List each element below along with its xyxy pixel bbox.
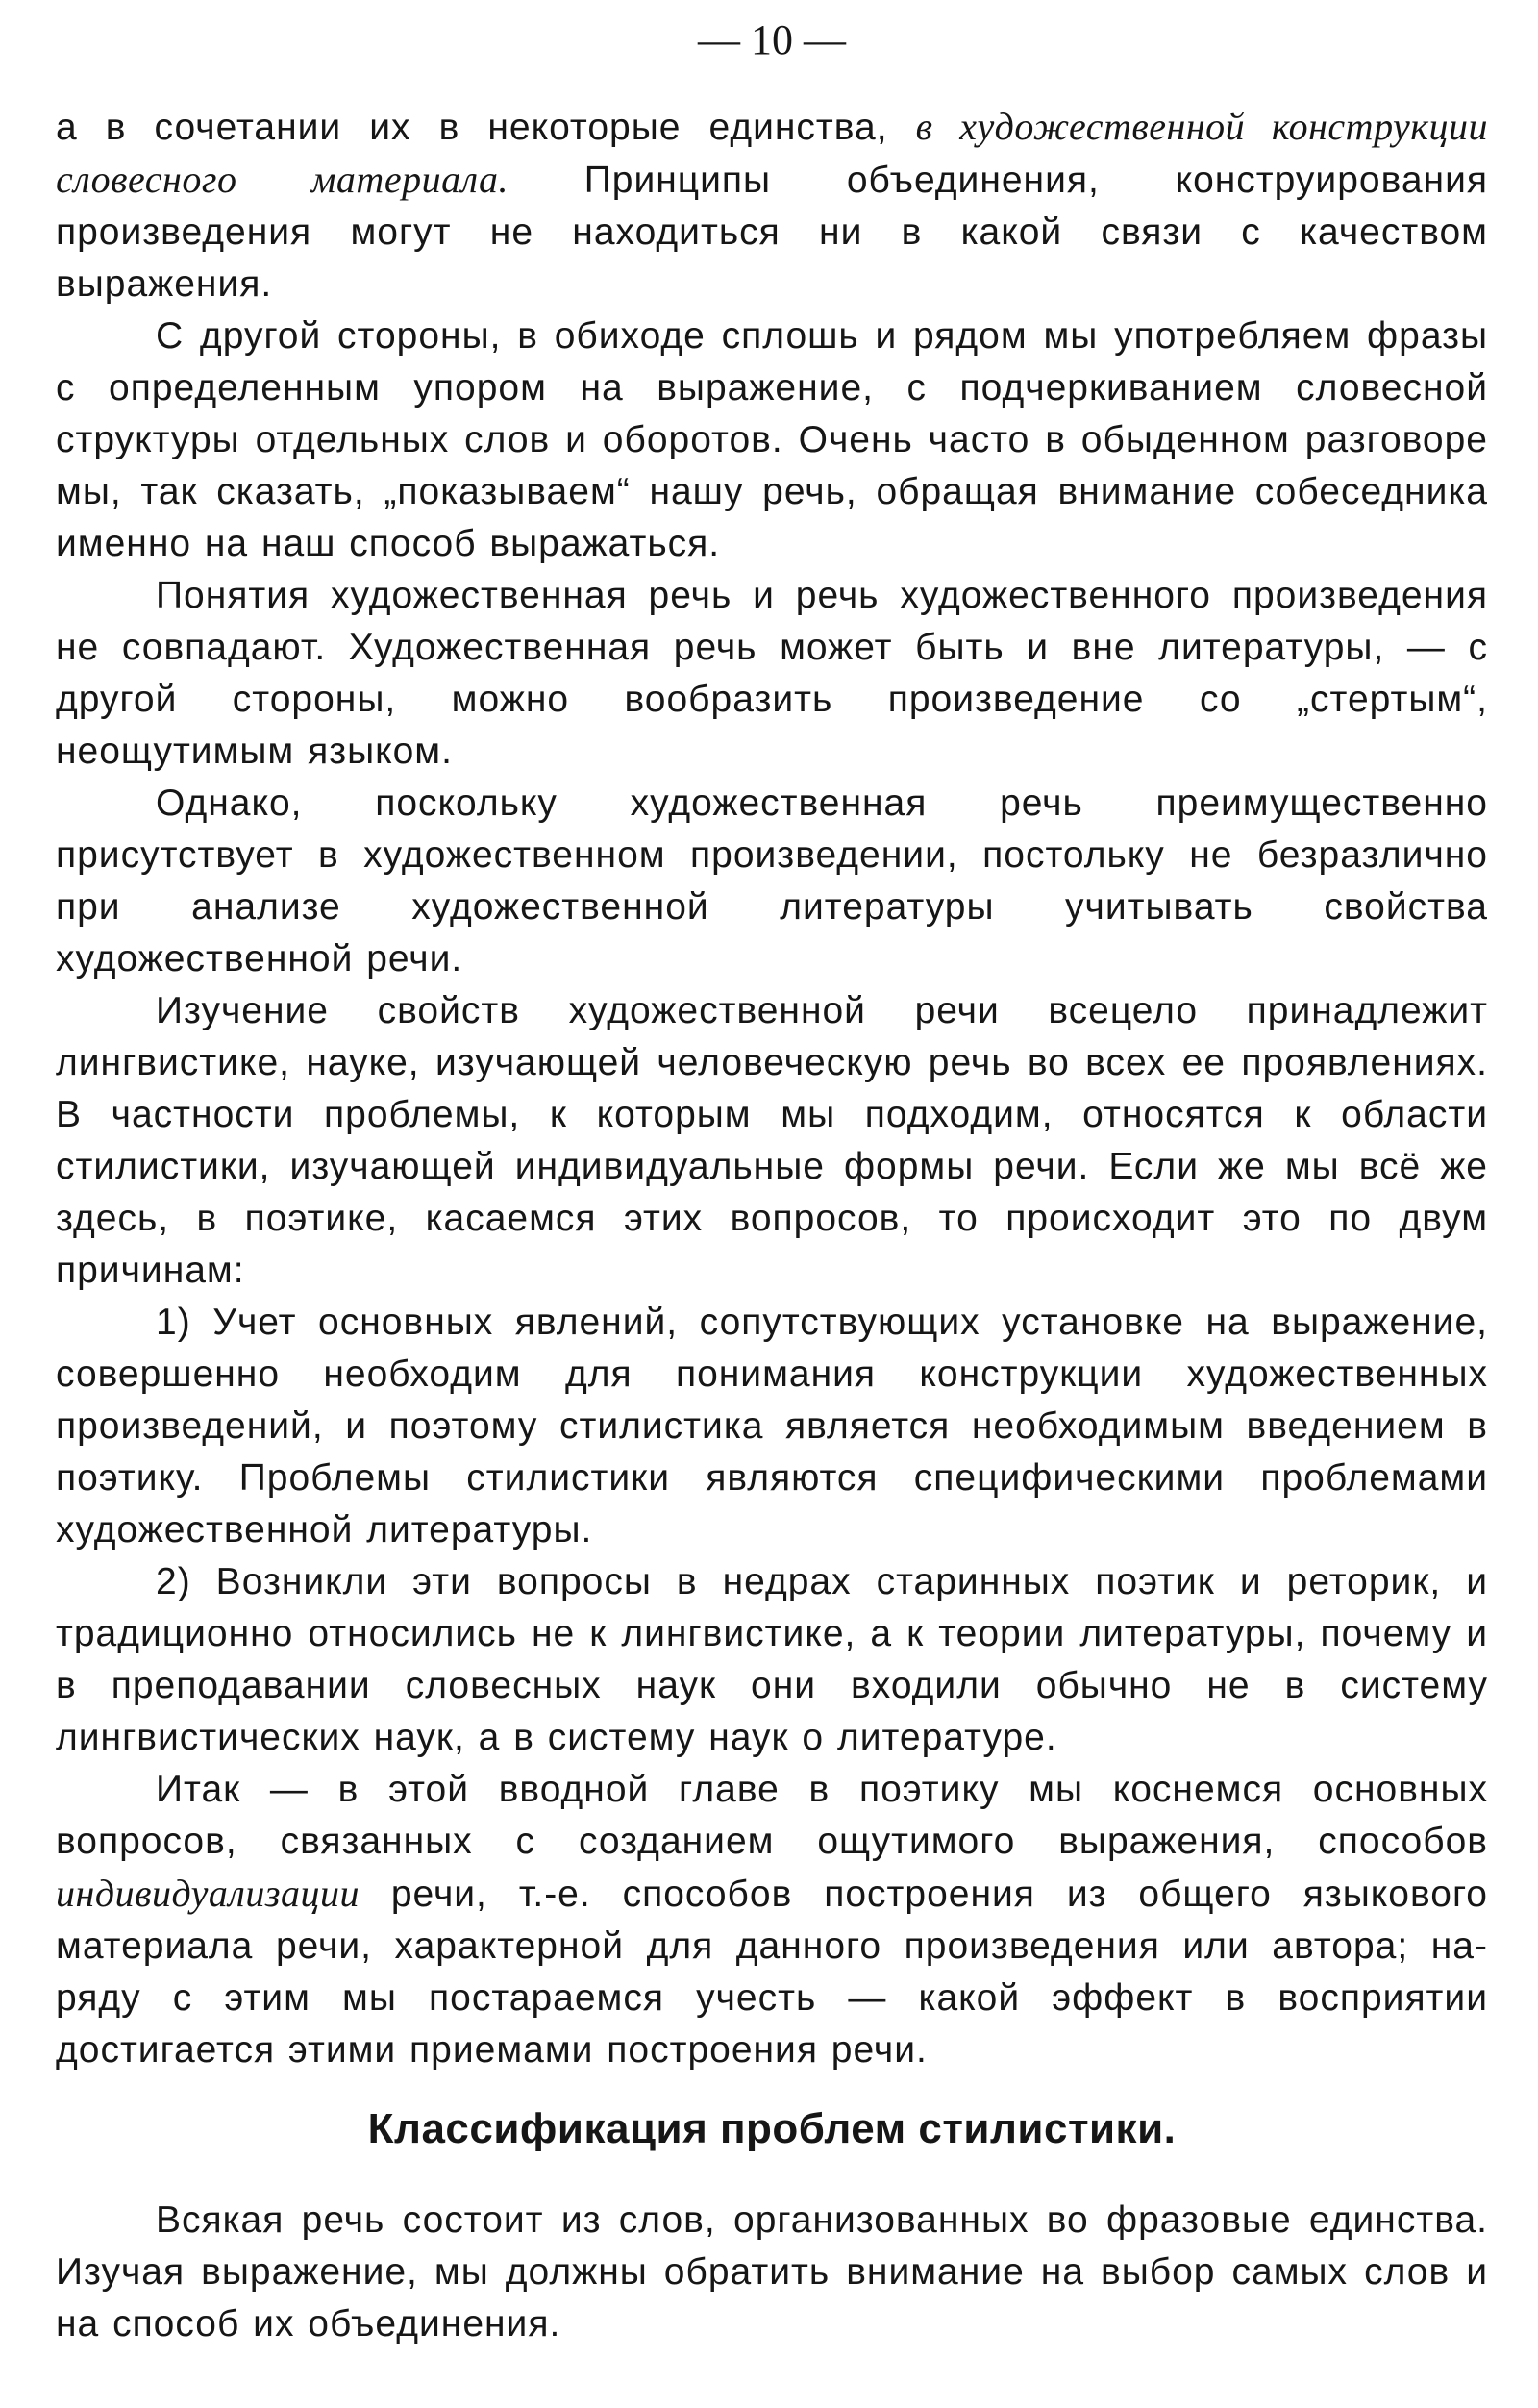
paragraph-4: Однако, поскольку художественная речь преимущественно присутствует в художественном произведении, постольку не безразлично при анализе художественной литературы учитывать свойства художественной речи. [56,782,1488,980]
paragraph-8 [56,1764,1488,2076]
paragraph-8-text-a: Итак — в этой вводной главе в поэтику мы коснемся основных вопросов, связанных с созданием ощутимого выражения, способов [56,1769,1488,1862]
paragraph-7: 2) Возникли эти вопросы в недрах старинных поэтик и реторик, и традиционно относились не к лингвистике, а к теории литературы, почему и в преподавании словесных наук они входили обычно не в систему лингвистических наук, а в систему наук о литературе. [56,1561,1488,1758]
page-number: — 10 — [698,16,846,63]
paragraph-1-italic: в художественной конструкции словесного материала. [56,105,1489,201]
paragraph-8-italic: индивидуализации [56,1872,360,1915]
section-heading: Классификация проблем стилистики. [367,2105,1177,2152]
paragraph-1 [56,101,1488,310]
paragraph-3: Понятия художественная речь и речь художественного произведения не совпадают. Художественная речь может быть и вне литературы, — с другой стороны, можно вообразить произведение со „стертым“, неощутимым языком. [56,575,1488,772]
paragraph-5: Изучение свойств художественной речи всецело принадлежит лингвистике, науке, изучающей человеческую речь во всех ее проявлениях. В частности проблемы, к которым мы подходим, относятся к области стилистики, изучающей индивидуальные формы речи. Если же мы всё же здесь, в поэтике, касаемся этих вопросов, то происходит это по двум причинам: [56,990,1488,1291]
section-text [56,2195,1488,2350]
paragraph-1-text-a: а в сочетании их в некоторые единства, [56,107,916,148]
main-text [56,101,1488,2076]
paragraph-6: 1) Учет основных явлений, сопутствующих установке на выражение, совершенно необходим для понимания конструкции художественных произведений, и поэтому стилистика является необходимым введением в поэтику. Проблемы стилистики являются специфическими проблемами художественной литературы. [56,1302,1488,1551]
paragraph-2: С другой стороны, в обиходе сплошь и рядом мы употребляем фразы с определенным упором на выражение, с подчеркиванием словесной структуры отдельных слов и оборотов. Очень часто в обыденном разговоре мы, так сказать, „показываем“ нашу речь, обращая внимание собеседника именно на наш способ выражаться. [56,315,1488,564]
paragraph-1-text-b: Принципы объединения, конструирования произведения могут не находиться ни в какой связи с качеством выражения. [56,160,1488,305]
section-paragraph: Всякая речь состоит из слов, организованных во фразовые единства. Изучая выражение, мы должны обратить внимание на выбор самых слов и на способ их объединения. [56,2199,1488,2345]
paragraph-8-text-b: речи, т.-е. способов построения из общего языкового материала речи, характерной для данного произведения или автора; на-ряду с этим мы постараемся учесть — какой эффект в восприятии достигается этими приемами построения речи. [56,1874,1488,2071]
